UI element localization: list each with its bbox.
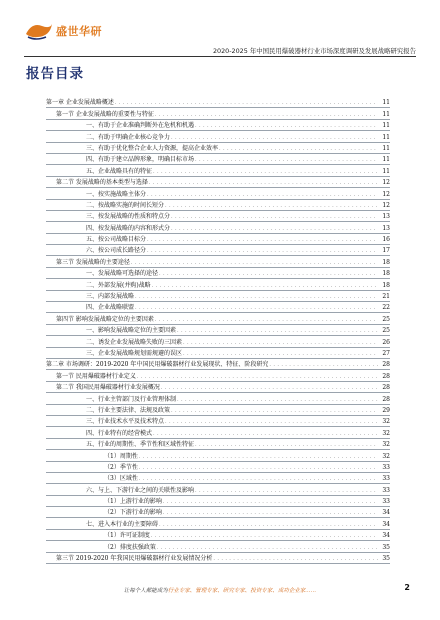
toc-entry[interactable] [46,222,390,233]
toc-leader-dots [269,361,378,369]
toc-entry-title: （1）上游行业的影响 [104,498,162,506]
header-divider [24,56,416,57]
toc-entry-page: 33 [382,486,390,494]
toc-leader-dots [177,327,378,335]
toc-entry-page: 27 [382,349,390,357]
toc-entry[interactable] [46,473,390,484]
toc-entry-page: 28 [382,384,390,392]
toc-entry-title: 一、发展战略可选择的途径 [86,270,159,278]
toc-entry-title: 五、行业的周期性、季节性和区域性特征 [86,441,195,449]
toc-entry[interactable] [46,120,390,131]
toc-entry-page: 18 [382,281,390,289]
toc-entry[interactable] [46,165,390,176]
toc-entry-page: 28 [382,395,390,403]
toc-entry-title: 二、外部发展(并购)战略 [86,281,151,289]
toc-leader-dots [163,509,378,517]
toc-leader-dots [147,191,378,199]
toc-entry-title: 四、企业战略联盟 [86,304,135,312]
toc-entry-page: 28 [382,372,390,380]
toc-entry-title: 一、影响发展战略定位的主要因素 [86,327,177,335]
toc-entry-page: 11 [382,144,390,152]
toc-entry-page: 32 [382,429,390,437]
toc-leader-dots [183,350,378,358]
toc-entry-page: 35 [382,555,390,563]
toc-entry[interactable] [46,450,390,461]
toc-entry-page: 11 [382,110,390,118]
toc-entry-title: 第三节 发展战略的主要途径 [56,258,130,266]
toc-entry-title: 二、按战略实施的时间长短分 [86,201,165,209]
toc-entry-title: 五、按公司战略目标分 [86,236,147,244]
toc-entry[interactable] [46,382,390,393]
toc-leader-dots [159,270,378,278]
toc-entry-title: 四、有助于建立品牌形象，明确目标市场 [86,156,195,164]
toc-entry[interactable] [46,462,390,473]
toc-entry[interactable] [46,291,390,302]
toc-leader-dots [147,247,378,255]
toc-entry[interactable] [46,143,390,154]
toc-entry-title: （1）许可证制度 [104,532,150,540]
toc-entry[interactable] [46,256,390,267]
toc-entry-page: 34 [382,520,390,528]
toc-entry[interactable] [46,541,390,552]
toc-leader-dots [153,430,378,438]
toc-leader-dots [219,145,378,153]
report-header-title: 2020-2025 年中国民用爆破器材行业市场深度调研及发展战略研究报告 [212,47,416,55]
toc-entry-title: 第四节 影响发展战略定位的主要因素 [56,315,154,323]
toc-entry-title: 五、企业战略具有的特征 [86,167,153,175]
toc-entry[interactable] [46,416,390,427]
toc-entry-page: 12 [382,201,390,209]
toc-entry-title: 三、有助于优化整合企业人力资源，提高企业效率 [86,144,219,152]
toc-entry-title: 一、按实施战略主体分 [86,190,147,198]
toc-entry-title: 一、有助于企业准确判断外在危机和机遇 [86,122,195,130]
toc-leader-dots [151,532,378,540]
toc-entry[interactable] [46,359,390,370]
toc-entry[interactable] [46,234,390,245]
toc-entry[interactable] [46,427,390,438]
toc-entry-title: 三、按发展战略的性质和特点分 [86,213,171,221]
toc-entry[interactable] [46,177,390,188]
toc-entry-page: 21 [382,293,390,301]
toc-entry-page: 28 [382,361,390,369]
footer-slogan [0,586,440,594]
toc-entry-page: 25 [382,327,390,335]
toc-entry-title: 二、诱发企业发展战略失败的三因素 [86,338,183,346]
toc-leader-dots [183,339,378,347]
toc-entry-page: 13 [382,224,390,232]
toc-leader-dots [139,453,378,461]
toc-entry-page: 18 [382,258,390,266]
toc-entry-page: 33 [382,463,390,471]
toc-entry-page: 22 [382,304,390,312]
toc-entry-title: 第二节 发展战略的基本类型与选择 [56,179,148,187]
toc-leader-dots [131,259,378,267]
toc-leader-dots [165,418,378,426]
toc-entry-page: 11 [382,122,390,130]
toc-entry[interactable] [46,507,390,518]
toc-leader-dots [147,236,378,244]
page-number: 2 [404,583,410,592]
toc-entry[interactable] [46,268,390,279]
toc-entry-page: 26 [382,338,390,346]
toc-entry-page: 35 [382,543,390,551]
toc-leader-dots [171,213,378,221]
toc-entry-title: 七、进入本行业的主要障碍 [86,520,159,528]
company-logo [24,20,120,42]
toc-entry-page: 11 [382,133,390,141]
toc-entry-title: 第三节 2019-2020 年我国民用爆破器材行业发展情况分析 [56,555,213,563]
toc-entry-page: 25 [382,315,390,323]
toc-entry-page: 33 [382,498,390,506]
toc-entry-page: 29 [382,406,390,414]
footer-prefix: 让每个人都能成为 [123,588,168,594]
toc-entry[interactable] [46,131,390,142]
toc-entry-title: （2）排度扶强政策 [104,543,156,551]
toc-entry-title: 二、有助于明确企业核心竞争力 [86,133,171,141]
toc-leader-dots [153,168,378,176]
toc-entry-page: 13 [382,213,390,221]
table-of-contents [46,97,390,564]
toc-entry[interactable] [46,393,390,404]
toc-entry[interactable] [46,370,390,381]
toc-entry[interactable] [46,530,390,541]
toc-leader-dots [195,487,378,495]
toc-entry[interactable] [46,245,390,256]
toc-entry[interactable] [46,484,390,495]
toc-entry-title: 四、按发展战略的内容和形式分 [86,224,171,232]
toc-entry-page: 32 [382,441,390,449]
toc-entry-title: 三、企业发展战略规划需规避的误区 [86,349,183,357]
logo-mark-icon [24,20,54,42]
toc-entry-page: 12 [382,190,390,198]
toc-leader-dots [135,293,378,301]
toc-leader-dots [195,156,378,164]
toc-entry-page: 11 [382,167,390,175]
toc-leader-dots [115,99,378,107]
toc-leader-dots [152,282,378,290]
toc-entry-title: 六、按公司成长路径分 [86,247,147,255]
toc-entry[interactable] [46,279,390,290]
toc-entry-title: 一、行业主管部门及行业管理体制 [86,395,177,403]
toc-leader-dots [135,304,378,312]
toc-entry-title: 二、行业主要法律、法规及政策 [86,406,171,414]
toc-entry-title: （3）区域性 [104,475,138,483]
toc-entry-page: 32 [382,452,390,460]
toc-leader-dots [137,373,378,381]
toc-leader-dots [161,384,378,392]
toc-leader-dots [155,316,378,324]
toc-entry-page: 11 [382,99,390,107]
toc-leader-dots [159,521,378,529]
toc-entry-page: 32 [382,418,390,426]
toc-entry-page: 12 [382,179,390,187]
toc-entry-title: 三、行业技术水平及技术特点 [86,418,165,426]
toc-entry[interactable] [46,336,390,347]
toc-entry[interactable] [46,348,390,359]
toc-entry[interactable] [46,496,390,507]
toc-entry[interactable] [46,211,390,222]
toc-entry[interactable] [46,200,390,211]
toc-entry[interactable] [46,108,390,119]
toc-leader-dots [195,122,378,130]
logo-text: 盛世华研 [56,25,102,38]
toc-leader-dots [139,475,378,483]
toc-entry-page: 11 [382,156,390,164]
toc-entry-page: 33 [382,475,390,483]
toc-leader-dots [171,407,378,415]
toc-entry-title: 六、与上、下游行业之间的关联性及影响 [86,486,195,494]
toc-entry[interactable] [46,154,390,165]
toc-entry-title: （2）下游行业的影响 [104,509,162,517]
toc-entry-page: 18 [382,270,390,278]
toc-entry-title: 四、行业特有的经营模式 [86,429,153,437]
toc-entry-page: 17 [382,247,390,255]
toc-leader-dots [165,202,378,210]
toc-entry-title: 第二节 我国民用爆破器材行业发展概况 [56,384,160,392]
toc-entry[interactable] [46,518,390,529]
toc-entry[interactable] [46,553,390,564]
toc-leader-dots [163,498,378,506]
toc-entry-title: （2）季节性 [104,463,138,471]
toc-entry[interactable] [46,313,390,324]
page-title: 报告目录 [26,66,84,82]
toc-entry[interactable] [46,97,390,108]
toc-entry[interactable] [46,188,390,199]
toc-leader-dots [155,111,378,119]
toc-entry-title: 第一节 企业发展战略的重要性与特征 [56,110,154,118]
toc-entry[interactable] [46,405,390,416]
toc-leader-dots [139,464,378,472]
toc-entry-title: 第二章 市场调研：2019-2020 年中国民用爆破器材行业发展现状、特征、阶段研究 [46,361,269,369]
footer-highlights: 行业专家、管理专家、研究专家、投资专家、成功企业家…… [167,588,317,594]
toc-leader-dots [149,179,378,187]
toc-entry-page: 16 [382,236,390,244]
toc-entry[interactable] [46,302,390,313]
toc-entry-page: 34 [382,532,390,540]
toc-entry-title: 第一章 企业发展战略概述 [46,99,114,107]
toc-entry[interactable] [46,325,390,336]
toc-leader-dots [171,134,378,142]
toc-entry[interactable] [46,439,390,450]
toc-leader-dots [195,441,378,449]
toc-leader-dots [157,544,378,552]
toc-leader-dots [177,396,378,404]
toc-entry-title: 三、内部发展战略 [86,293,135,301]
toc-leader-dots [171,225,378,233]
toc-entry-title: 第一节 民用爆破器材行业定义 [56,372,136,380]
toc-entry-page: 34 [382,509,390,517]
toc-leader-dots [213,555,378,563]
toc-entry-title: （1）周期性 [104,452,138,460]
